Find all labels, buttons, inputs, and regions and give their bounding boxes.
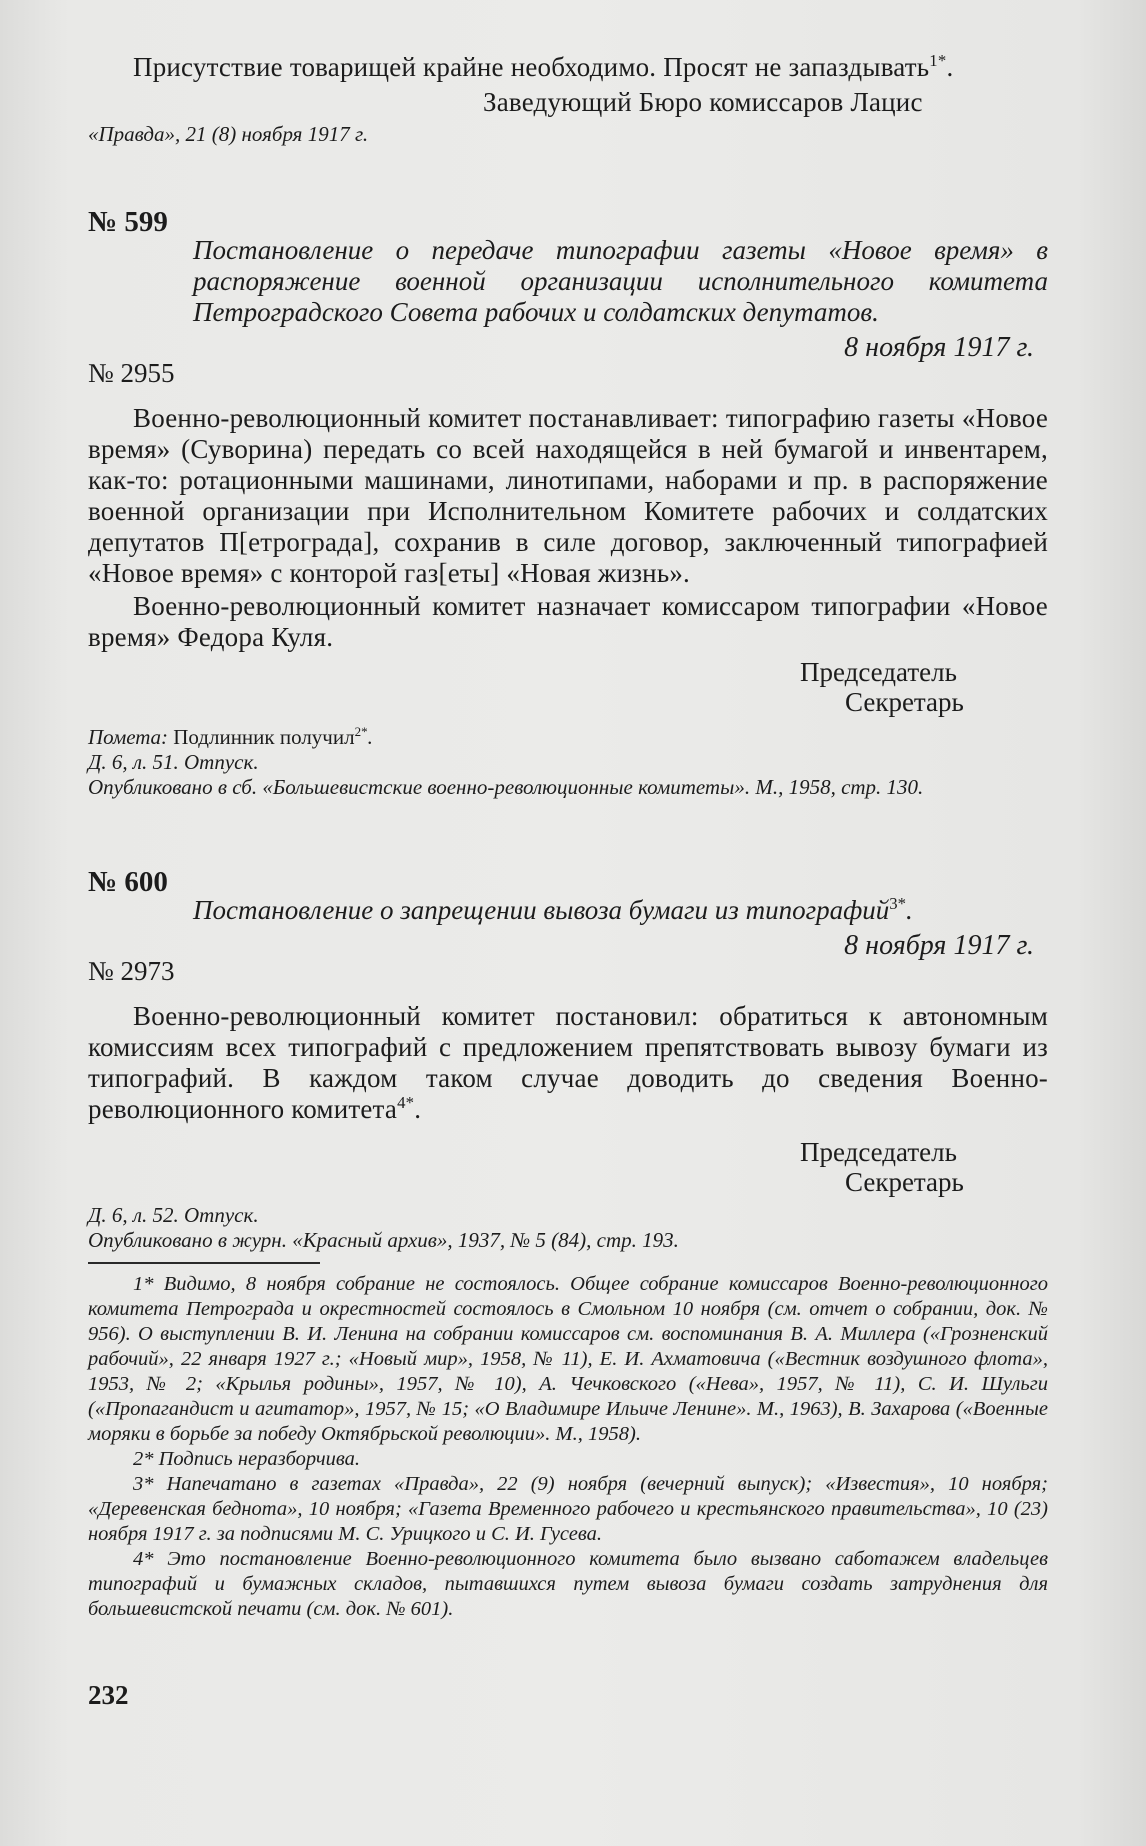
doc-title: Постановление о передаче типографии газеты «Новое время» в распоряжение военной организации исполнительного комитета Петроградского Совета рабочих и солдатских депутатов. [193, 235, 1048, 327]
doc-published: Опубликовано в журн. «Красный архив», 1937, № 5 (84), стр. 193. [88, 1228, 679, 1252]
reg-number: № 2955 [88, 358, 175, 388]
document-600 [88, 866, 1048, 1253]
top-signature: Заведующий Бюро комиссаров Лацис [483, 87, 923, 117]
page-number: 232 [88, 1680, 129, 1710]
footnote: 3* Напечатано в газетах «Правда», 22 (9) ноября (вечерний выпуск); «Известия», 10 ноября; «Деревенская беднота», 10 ноября; «Газета Временного рабочего и крестьянского правительства», 10 (23) ноября 1917 г. за подписями М. С. Урицкого и С. И. Гусева. [88, 1473, 1049, 1545]
footnote: 2* Подпись неразборчива. [133, 1448, 361, 1470]
doc-date: 8 ноября 1917 г. [844, 332, 1034, 363]
footnote-ref: 1* [929, 51, 947, 70]
doc-archive: Д. 6, л. 51. Отпуск. [88, 750, 259, 774]
doc-note: Пометa: Подлинник получил$^{2*}$. [88, 724, 373, 749]
doc-published: Опубликовано в сб. «Большевистские военно-революционные комитеты». М., 1958, стр. 130. [88, 775, 924, 799]
doc-paragraph: Военно-революционный комитет назначает комиссаром типографии «Новое время» Федора Куля. [88, 591, 1048, 652]
signature-secretary: Секретарь [845, 687, 964, 717]
doc-number: № 600 [88, 866, 168, 898]
reg-number: № 2973 [88, 956, 175, 986]
doc-date: 8 ноября 1917 г. [844, 930, 1034, 961]
signature-chair: Председатель [800, 1137, 957, 1167]
signature-secretary: Секретарь [845, 1167, 964, 1197]
footnote-rule [88, 1262, 320, 1264]
top-paragraph: Присутствие товарищей крайне необходимо. Просят не запаздывать$^{1*}$. [133, 51, 954, 82]
top-section [88, 52, 1048, 147]
footnotes [88, 1272, 1048, 1622]
doc-number: № 599 [88, 206, 168, 238]
doc-paragraph: Военно-революционный комитет постановил: обратиться к автономным комиссиям всех типографий с предложением препятствовать вывозу бумаги из типографий. В каждом таком случае доводить до сведения Военно-революционного комитета$^{4*}$. [88, 1001, 1048, 1124]
doc-paragraph: Военно-революционный комитет постанавливает: типографию газеты «Новое время» (Суворина) передать со всей находящейся в ней бумагой и инвентарем, как-то: ротационными машинами, линотипами, наборами и пр. в распоряжение военной организации при Исполнительном Комитете рабочих и солдатских депутатов П[етрограда], сохранив в силе договор, заключенный типографией «Новое время» с конторой газ[еты] «Новая жизнь». [88, 403, 1048, 588]
document-599 [88, 206, 1048, 800]
doc-archive: Д. 6, л. 52. Отпуск. [88, 1203, 259, 1227]
footnote: 1* Видимо, 8 ноября собрание не состоялось. Общее собрание комиссаров Военно-революционного комитета Петрограда и окрестностей состоялось в Смольном 10 ноября (см. отчет о собрании, док. № 956). О выступлении В. И. Ленина на собрании комиссаров см. воспоминания В. А. Миллера («Грозненский рабочий», 22 января 1927 г.; «Новый мир», 1958, № 11), Е. И. Ахматовича («Вестник воздушного флота», 1953, № 2; «Крылья родины», 1957, № 10), А. Чечковского («Нева», 1957, № 11), С. И. Шульги («Пропагандист и агитатор», 1957, № 15; «О Владимире Ильиче Ленине». М., 1963), В. Захарова («Военные моряки в борьбе за победу Октябрьской революции». М., 1958). [88, 1273, 1049, 1445]
footnote: 4* Это постановление Военно-революционного комитета было вызвано саботажем владельцев типографий и бумажных складов, пытавшихся путем вывоза бумаги создать затруднения для большевистской печати (см. док. № 601). [88, 1548, 1048, 1620]
top-source: «Правда», 21 (8) ноября 1917 г. [88, 122, 369, 146]
signature-chair: Председатель [800, 657, 957, 687]
doc-title: Постановление о запрещении вывоза бумаги из типографий$^{3*}$. [193, 894, 913, 925]
